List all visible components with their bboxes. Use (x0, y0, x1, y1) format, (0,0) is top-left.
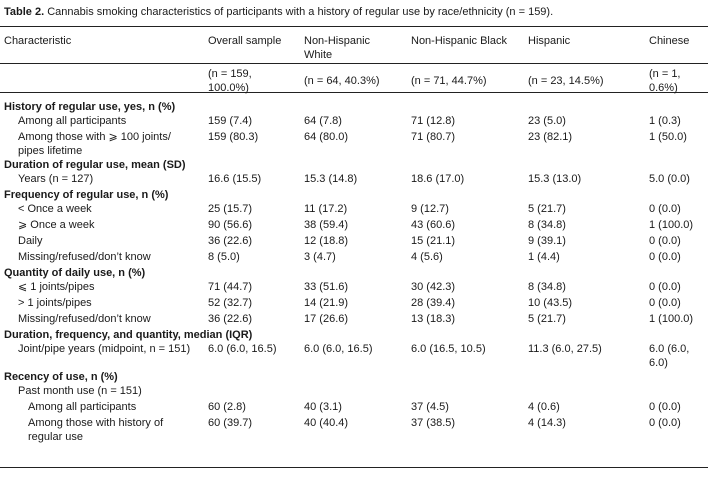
section-heading-row (0, 370, 708, 384)
table-cell: 1 (4.4) (528, 251, 560, 263)
table-cell: 1 (100.0) (649, 313, 694, 325)
table-cell: 17 (26.6) (304, 313, 349, 325)
table-cell: 0 (0.0) (649, 203, 681, 215)
section-heading: Duration of regular use, mean (SD) (4, 159, 186, 171)
table-caption-label: Table 2. (4, 6, 45, 18)
table-cell: 0 (0.0) (649, 281, 681, 293)
table-cell: 18.6 (17.0) (411, 173, 465, 185)
table-cell: 60 (2.8) (208, 401, 246, 413)
row-label: ⩽ 1 joints/pipes (18, 281, 95, 293)
column-n: (n = 1, 0.6%) (649, 68, 681, 94)
table-cell: 64 (80.0) (304, 131, 349, 143)
table-cell: 71 (44.7) (208, 281, 253, 293)
column-header: Non-Hispanic White (304, 35, 371, 61)
table-cell: 30 (42.3) (411, 281, 456, 293)
section-heading: Recency of use, n (%) (4, 371, 118, 383)
row-label: Among those with history of regular use (28, 417, 164, 443)
table-cell: 8 (5.0) (208, 251, 240, 263)
table-cell: 6.0 (6.0, 6.0) (649, 343, 690, 369)
column-header: Characteristic (4, 35, 72, 47)
table-cell: 5 (21.7) (528, 313, 566, 325)
table-cell: 1 (100.0) (649, 219, 694, 231)
table-cell: 36 (22.6) (208, 313, 253, 325)
table-cell: 90 (56.6) (208, 219, 253, 231)
table-cell: 1 (50.0) (649, 131, 687, 143)
table-cell: 0 (0.0) (649, 235, 681, 247)
table-cell: 9 (12.7) (411, 203, 449, 215)
table-cell: 8 (34.8) (528, 219, 566, 231)
row-label: > 1 joints/pipes (18, 297, 92, 309)
table-cell: 52 (32.7) (208, 297, 253, 309)
row-subheading: Past month use (n = 151) (18, 385, 142, 397)
table-cell: 15 (21.1) (411, 235, 456, 247)
table-cell: 37 (4.5) (411, 401, 449, 413)
table-cell: 5.0 (0.0) (649, 173, 690, 185)
table-cell: 6.0 (16.5, 10.5) (411, 343, 486, 355)
table-cell: 6.0 (6.0, 16.5) (208, 343, 277, 355)
table-cell: 33 (51.6) (304, 281, 349, 293)
table-row (0, 202, 708, 218)
table-cell: 8 (34.8) (528, 281, 566, 293)
table-row (0, 218, 708, 234)
table-cell: 11 (17.2) (304, 203, 348, 215)
table-cell: 159 (7.4) (208, 115, 253, 127)
table-cell: 4 (14.3) (528, 417, 566, 429)
table-cell: 0 (0.0) (649, 297, 681, 309)
row-label: ⩾ Once a week (18, 219, 95, 231)
section-heading-row (0, 96, 708, 114)
table-row (0, 312, 708, 328)
column-header: Chinese (649, 35, 690, 47)
column-n (0, 66, 200, 96)
table-row (0, 280, 708, 296)
section-heading: Quantity of daily use, n (%) (4, 267, 146, 279)
table-cell: 40 (3.1) (304, 401, 342, 413)
section-heading: Duration, frequency, and quantity, median (IQR) (4, 329, 253, 341)
table-cell: 0 (0.0) (649, 417, 681, 429)
table-row (0, 250, 708, 266)
row-label: Daily (18, 235, 43, 247)
table-cell: 10 (43.5) (528, 297, 573, 309)
row-label: Years (n = 127) (18, 173, 94, 185)
table-cell: 4 (5.6) (411, 251, 443, 263)
table-row (0, 342, 708, 370)
table-cell: 9 (39.1) (528, 235, 566, 247)
table-cell: 36 (22.6) (208, 235, 253, 247)
column-n: (n = 159, 100.0%) (208, 68, 252, 94)
column-n: (n = 23, 14.5%) (528, 75, 604, 87)
table-row (0, 130, 708, 158)
column-header: Overall sample (208, 35, 282, 47)
table-cell: 159 (80.3) (208, 131, 259, 143)
table-cell: 4 (0.6) (528, 401, 560, 413)
table-cell: 23 (5.0) (528, 115, 566, 127)
row-label: Among those with ⩾ 100 joints/ pipes lifetime (18, 131, 171, 157)
table-cell: 13 (18.3) (411, 313, 456, 325)
table-cell: 6.0 (6.0, 16.5) (304, 343, 373, 355)
section-heading-row (0, 158, 708, 172)
table-cell: 43 (60.6) (411, 219, 456, 231)
row-label: Missing/refused/don’t know (18, 313, 151, 325)
table-cell: 15.3 (13.0) (528, 173, 582, 185)
table-cell: 5 (21.7) (528, 203, 566, 215)
table-row (0, 416, 708, 444)
table-caption-text: Cannabis smoking characteristics of participants with a history of regular use by race/ethnicity (n = 159). (47, 6, 554, 18)
table-row (0, 114, 708, 130)
table-row (0, 234, 708, 250)
table-cell: 23 (82.1) (528, 131, 573, 143)
table-cell: 14 (21.9) (304, 297, 349, 309)
table-cell: 37 (38.5) (411, 417, 456, 429)
section-heading: Frequency of regular use, n (%) (4, 189, 169, 201)
table-caption (4, 6, 553, 18)
table-cell: 12 (18.8) (304, 235, 349, 247)
table-cell: 3 (4.7) (304, 251, 336, 263)
row-label: Joint/pipe years (midpoint, n = 151) (18, 343, 191, 355)
data-table (0, 30, 708, 444)
top-rule (0, 26, 708, 27)
column-n-row (0, 66, 708, 96)
table-cell: 0 (0.0) (649, 401, 681, 413)
table-cell: 16.6 (15.5) (208, 173, 262, 185)
table-cell: 71 (12.8) (411, 115, 456, 127)
column-n: (n = 64, 40.3%) (304, 75, 380, 87)
table-row (0, 400, 708, 416)
table-row (0, 296, 708, 312)
column-n: (n = 71, 44.7%) (411, 75, 487, 87)
table-cell: 11.3 (6.0, 27.5) (528, 343, 602, 355)
section-heading-row (0, 328, 708, 342)
table-cell: 60 (39.7) (208, 417, 253, 429)
table-cell: 71 (80.7) (411, 131, 456, 143)
table-cell: 0 (0.0) (649, 251, 681, 263)
bottom-rule (0, 467, 708, 468)
section-heading-row (0, 188, 708, 202)
table-row (0, 384, 708, 400)
section-heading-row (0, 266, 708, 280)
column-header: Non-Hispanic Black (411, 35, 507, 47)
row-label: Missing/refused/don’t know (18, 251, 151, 263)
table-cell: 15.3 (14.8) (304, 173, 358, 185)
section-heading: History of regular use, yes, n (%) (4, 101, 176, 113)
table-cell: 25 (15.7) (208, 203, 253, 215)
column-header: Hispanic (528, 35, 571, 47)
row-label: < Once a week (18, 203, 92, 215)
row-label: Among all participants (28, 401, 137, 413)
table-cell: 28 (39.4) (411, 297, 456, 309)
column-header-row (0, 30, 708, 66)
row-label: Among all participants (18, 115, 127, 127)
table-cell: 40 (40.4) (304, 417, 349, 429)
table-cell: 1 (0.3) (649, 115, 681, 127)
table-row (0, 172, 708, 188)
table-cell: 64 (7.8) (304, 115, 342, 127)
table-cell: 38 (59.4) (304, 219, 349, 231)
